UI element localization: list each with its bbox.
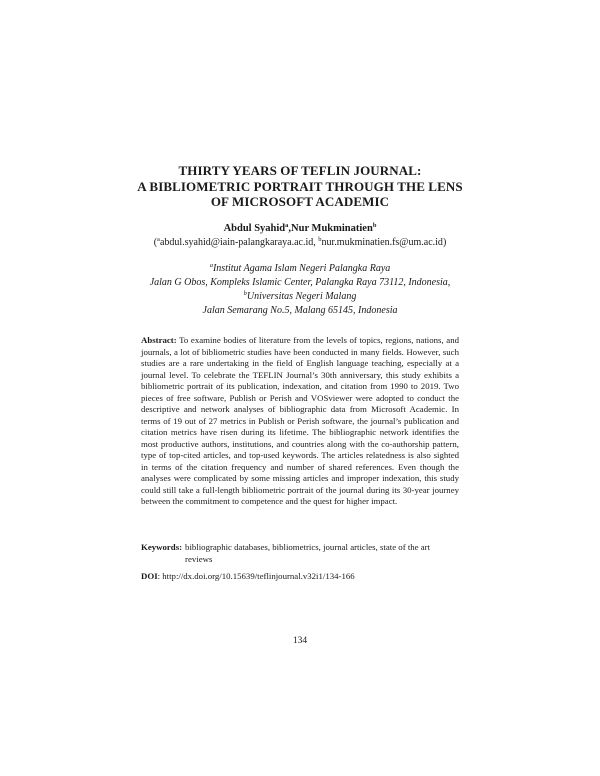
keywords bbox=[141, 542, 459, 565]
affiliation-mark: b bbox=[243, 290, 247, 297]
email-open-paren: ( bbox=[153, 237, 158, 248]
affiliation-mark: a bbox=[209, 262, 213, 269]
author-emails bbox=[100, 236, 500, 249]
email-address: nur.mukminatien.fs@um.ac.id bbox=[321, 237, 443, 248]
affiliation-institution: Institut Agama Islam Negeri Palangka Raya bbox=[212, 263, 391, 274]
author-name: Nur Mukminatien bbox=[291, 223, 373, 234]
abstract bbox=[141, 335, 459, 508]
title-line-1: THIRTY YEARS OF TEFLIN JOURNAL: bbox=[178, 163, 422, 178]
paper-title bbox=[100, 163, 500, 210]
title-line-3: OF MICROSOFT ACADEMIC bbox=[210, 194, 390, 209]
affiliation-mark: b bbox=[372, 222, 377, 229]
affiliation-address: Jalan G Obos, Kompleks Islamic Center, Palangka Raya 73112, Indonesia, bbox=[149, 276, 451, 288]
email-address: abdul.syahid@iain-palangkaraya.ac.id, bbox=[159, 237, 319, 248]
affiliation-mark: a bbox=[285, 222, 289, 229]
doi-link[interactable]: : http://dx.doi.org/10.15639/teflinjournal.v32i1/134-166 bbox=[157, 571, 355, 581]
doi-label: DOI bbox=[141, 571, 158, 581]
abstract-text: To examine bodies of literature from the levels of topics, regions, nations, and journals, a lot of bibliometric studies have been conducted in many fields. However, such studies are a rare undertaking in the field of English language teaching, especially at a journal level. To celebrate the TEFLIN Journal’s 30th anniversary, this study exhibits a bibliometric portrait of its publication, indexation, and citation from 1990 to 2019. Two pieces of free software, Publish or Perish and VOSviewer were adopted to conduct the descriptive and network analyses of bibliographic data from Microsoft Academic. In terms of 19 out of 27 metrics in Publish or Perish software, the journal’s publication and citation metrics have risen during its lifetime. The bibliographic network identifies the most productive authors, institutions, and countries along with the co-authorship pattern, type of top-cited articles, and top-used keywords. The articles relatedness is also sighted in terms of the citation frequency and number of shared references. Even though the analyses were complicated by some missing articles and improper indexation, this study could still take a full-length bibliometric portrait of the journal during its 30-year journey between the commitment to competence and the quest for higher impact. bbox=[141, 335, 459, 506]
abstract-label: Abstract: bbox=[141, 335, 177, 345]
affiliation-mark: b bbox=[318, 236, 322, 243]
author-list bbox=[100, 222, 500, 235]
affiliation-mark: a bbox=[157, 236, 160, 243]
page-number: 134 bbox=[292, 636, 308, 646]
title-line-2: A BIBLIOMETRIC PORTRAIT THROUGH THE LENS bbox=[137, 178, 463, 194]
author-name: Abdul Syahid bbox=[223, 223, 286, 234]
affiliation-address: Jalan Semarang No.5, Malang 65145, Indonesia bbox=[202, 304, 398, 316]
keywords-label: Keywords: bbox=[141, 542, 183, 552]
email-close-paren: ) bbox=[442, 237, 447, 248]
author-separator: , bbox=[288, 223, 292, 234]
affiliation-b bbox=[100, 290, 500, 317]
keywords-text: bibliographic databases, bibliometrics, journal articles, state of the art reviews bbox=[185, 542, 431, 564]
affiliation-institution: Universitas Negeri Malang bbox=[246, 291, 357, 302]
doi-line bbox=[141, 571, 459, 583]
affiliation-a bbox=[100, 262, 500, 289]
